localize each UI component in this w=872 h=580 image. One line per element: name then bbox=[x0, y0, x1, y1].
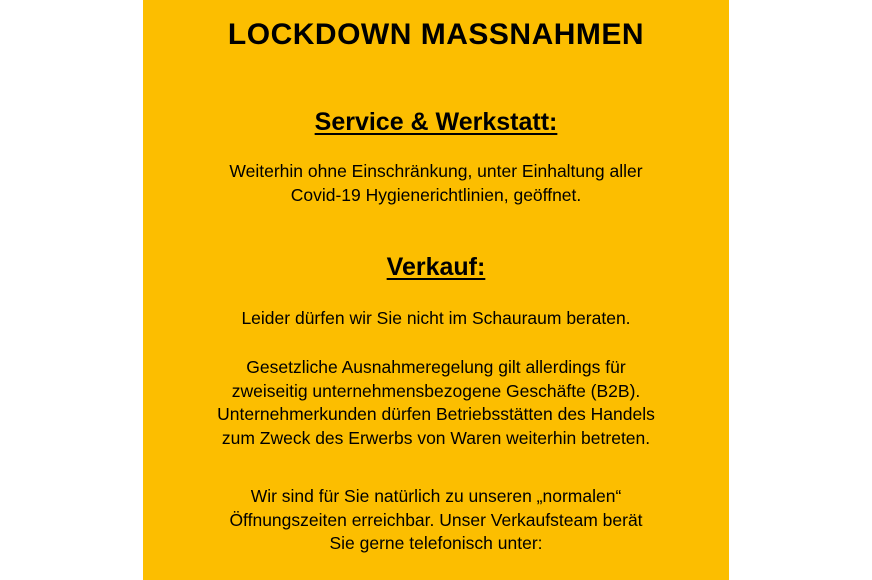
verkauf-text-line: Unternehmerkunden dürfen Betriebsstätten des Handels bbox=[217, 404, 655, 424]
verkauf-text-line: Sie gerne telefonisch unter: bbox=[329, 533, 543, 553]
service-text-line: Weiterhin ohne Einschränkung, unter Einhaltung aller bbox=[229, 161, 643, 181]
verkauf-text-line: Leider dürfen wir Sie nicht im Schauraum beraten. bbox=[241, 308, 631, 328]
service-heading: Service & Werkstatt: bbox=[314, 108, 558, 136]
lockdown-poster bbox=[143, 0, 729, 580]
verkauf-paragraph-2 bbox=[143, 356, 729, 450]
service-text-line: Covid-19 Hygienerichtlinien, geöffnet. bbox=[290, 184, 582, 205]
verkauf-text-line: Gesetzliche Ausnahmeregelung gilt allerdings für bbox=[246, 357, 626, 377]
service-text bbox=[143, 160, 729, 207]
verkauf-text-line: Öffnungszeiten erreichbar. Unser Verkaufsteam berät bbox=[229, 509, 643, 530]
verkauf-text-line: zum Zweck des Erwerbs von Waren weiterhin betreten. bbox=[221, 427, 651, 448]
verkauf-paragraph-3 bbox=[143, 485, 729, 556]
verkauf-paragraph-1 bbox=[143, 307, 729, 331]
verkauf-text-line: Wir sind für Sie natürlich zu unseren „normalen“ bbox=[250, 486, 622, 506]
verkauf-text-line: zweiseitig unternehmensbezogene Geschäfte (B2B). bbox=[231, 380, 641, 401]
verkauf-heading: Verkauf: bbox=[386, 253, 486, 281]
poster-title: LOCKDOWN MASSNAHMEN bbox=[227, 18, 645, 51]
